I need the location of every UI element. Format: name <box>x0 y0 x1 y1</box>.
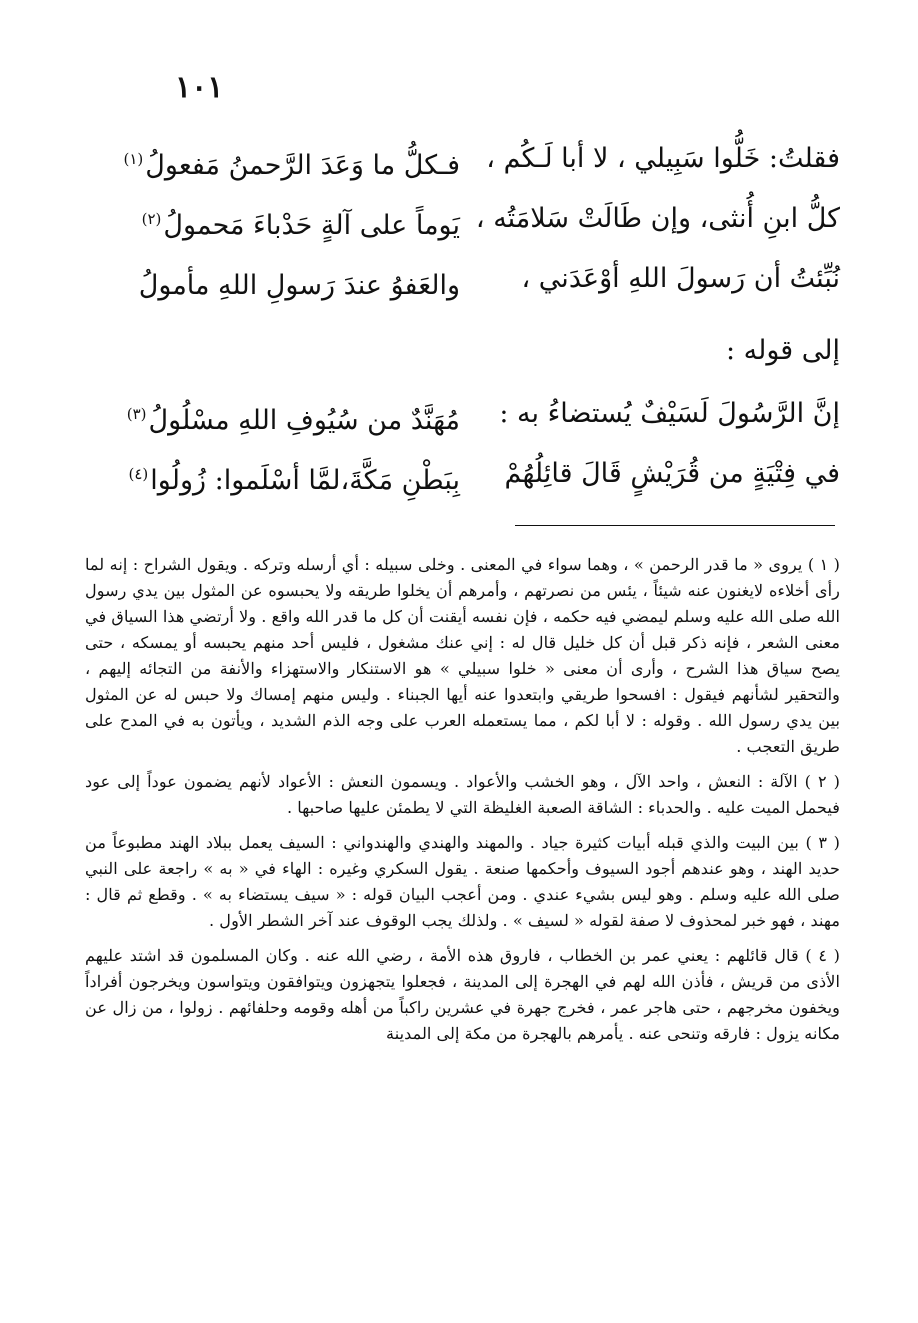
verse-second-hemistich-text: مُهَنَّدٌ من سُيُوفِ اللهِ مسْلُولُ <box>148 405 460 436</box>
footnote-2: ( ٢ ) الآلة : النعش ، واحد الآل ، وهو الخشب والأعواد . ويسمون النعش : الأعواد لأنهم يضمون عوداً إلى عود فيحمل الميت عليه . والحدباء : الشاقة الصعبة الغليظة التي لا يطمئن عليها صاحبها . <box>85 772 840 817</box>
verse-second-hemistich-text: بِبَطْنِ مَكَّةَ،لمَّا أسْلَموا: زُولُوا <box>150 465 460 496</box>
footnote-3: ( ٣ ) بين البيت والذي قبله أبيات كثيرة جياد . والمهند والهندي والهندواني : السيف يعمل ببلاد الهند مطبوعاً من حديد الهند ، وهو عندهم أجود السيوف وأحكمها صنعة . يقول السكري وغيره : الهاء في « به » راجعة على النبي صلى الله عليه وسلم . وهو ليس بشيء عندي . ومن أعجب البيان قوله : « سيف يستضاء به » . وقطع ثم قال : مهند ، فهو خبر لمحذوف لا صفة لقوله « لسيف » . ولذلك يجب الوقوف عند آخر الشطر الأول . <box>85 833 841 930</box>
verse-second-hemistich <box>130 450 460 505</box>
verse-first-hemistich: إنَّ الرَّسُولَ لَسَيْفٌ يُستضاءُ به : <box>499 398 840 429</box>
footnote-marker: (١) <box>123 150 144 168</box>
footnote-marker: (٢) <box>141 210 162 228</box>
verse-second-hemistich <box>123 135 460 190</box>
footnote-marker: (٣) <box>126 405 147 423</box>
footnote-1: ( ١ ) يروى « ما قدر الرحمن » ، وهما سواء في المعنى . وخلى سبيله : أي أرسله وتركه . ويقول الشراح : إنه لما رأى أخلاءه لايغنون عنه شيئاً ، يئس من نصرتهم ، وأمرهم أن يخلوا طريقه ولا يحبسوه عن المثول بين يدي رسول الله صلى الله عليه وسلم ليمضي فيه حكمه ، فإن نفسه أيقنت أن كل ما قدر الله واقع . ولا أرتضي هذا السياق في معنى الشعر ، فإنه ذكر قبل أن كل خليل قال له : إني عنك مشغول ، فليس أحد منهم يحبسه أو يمسكه ، حتى يصح سياق هذا الشرح ، وأرى أن معنى « خلوا سبيلي » هو الاستنكار والاستهزاء والأنفة من التجائه إليهم ، والتحقير لشأنهم فيقول : افسحوا طريقي وابتعدوا عنه أيها الجبناء . وليس منهم إمساك ولا حبس له عن المثول بين يدي رسول الله . وقوله : لا أبا لكم ، مما يستعمله العرب على وجه الذم الشديد ، ويأتون به في المدح على طريق التعجب . <box>85 555 840 756</box>
verse-first-hemistich: في فِتْيَةٍ من قُرَيْشٍ قَالَ قائِلُهُمْ <box>504 458 840 489</box>
verse-line-5 <box>130 450 840 498</box>
verse-second-hemistich <box>130 195 460 250</box>
page-number: ١٠١ <box>175 70 224 105</box>
footnotes <box>85 552 840 1056</box>
verse-second-hemistich <box>126 390 460 445</box>
footnote-separator <box>515 525 835 526</box>
footnote-4: ( ٤ ) قال قائلهم : يعني عمر بن الخطاب ، فاروق هذه الأمة ، رضي الله عنه . وكان المسلمون قد اشتد عليهم الأذى من قريش ، فأذن الله لهم في الهجرة إلى المدينة ، فجعلوا يتجهزون ويتوافقون ويتواسون ويخرجون أفراداً ويخفون مخرجهم ، حتى هاجر عمر ، فخرج جهرة في عشرين راكباً من أهله وقومه وحلفائهم . زولوا ، من زال عن مكانه يزول : فارقه وتنحى عنه . يأمرهم بالهجرة من مكة إلى المدينة <box>85 946 840 1043</box>
verse-line-3 <box>130 255 840 303</box>
verse-first-hemistich: كلُّ ابنِ أُنثى، وإن طَالَتْ سَلامَتُه ، <box>475 203 840 234</box>
verse-first-hemistich: فقلتُ: خَلُّوا سَبِيلي ، لا أبا لَـكُم ، <box>486 143 840 174</box>
verse-second-hemistich-text: والعَفوُ عندَ رَسولِ اللهِ مأمولُ <box>138 270 460 301</box>
verse-line-1 <box>123 135 840 183</box>
section-heading: إلى قوله : <box>725 335 840 366</box>
verse-second-hemistich-text: فـكلُّ ما وَعَدَ الرَّحمنُ مَفعولُ <box>145 150 460 181</box>
verse-first-hemistich: نُبِّئتُ أن رَسولَ اللهِ أوْعَدَني ، <box>521 263 840 294</box>
verse-line-2 <box>130 195 840 243</box>
verse-line-4 <box>126 390 840 438</box>
verse-second-hemistich <box>130 255 460 310</box>
footnote-marker: (٤) <box>128 465 149 483</box>
verse-second-hemistich-text: يَوماً على آلةٍ حَدْباءَ مَحمولُ <box>163 210 460 241</box>
